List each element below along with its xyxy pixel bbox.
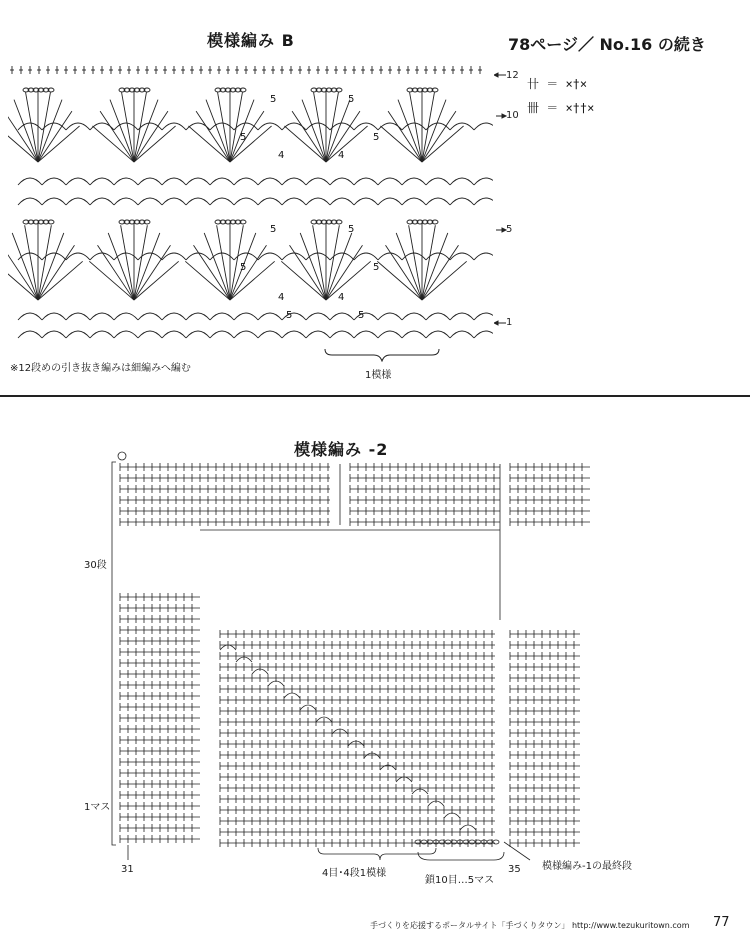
pattern-b-symbols [8, 66, 493, 338]
chain-arch [354, 253, 378, 260]
fan-stitch [25, 225, 38, 300]
chain-arch [66, 123, 90, 130]
chain-arch [18, 313, 42, 320]
chain-arch [474, 198, 493, 205]
symbol-legend [527, 72, 594, 120]
chain-arch [210, 331, 234, 338]
pattern-b-note: ※12段めの引き抜き編みは細編みへ編む [10, 363, 191, 374]
fan-count-label: 4 [338, 292, 345, 303]
chain-arch [474, 178, 493, 185]
pattern-b-repeat-label: 1模様 [365, 370, 392, 381]
chain-arch [18, 198, 42, 205]
chain-arch [378, 198, 402, 205]
fan-count-label: 4 [278, 292, 285, 303]
chain-arch [138, 313, 162, 320]
fan-stitch [217, 225, 230, 300]
fan-stitch [410, 92, 422, 162]
chain-arch [378, 253, 402, 260]
chain-arch [162, 123, 186, 130]
chain-arch [42, 313, 66, 320]
continuation-note: 78ページ／ No.16 の続き [508, 35, 706, 54]
chain-arch [114, 178, 138, 185]
chain-arch [186, 178, 210, 185]
chain-arch [42, 178, 66, 185]
chain-arch [402, 331, 426, 338]
fan-count-label: 5 [373, 262, 380, 273]
chain-arch [258, 198, 282, 205]
fan-count-label: 5 [240, 132, 247, 143]
pattern-2-title: 模様編み -2 [294, 440, 389, 459]
chain-arch [162, 253, 186, 260]
chain-arch [186, 331, 210, 338]
chain-arch [66, 253, 90, 260]
chain-arch [234, 313, 258, 320]
end-row-label: 35 [508, 864, 521, 875]
chain-arch [66, 313, 90, 320]
chain-arch [282, 331, 306, 338]
fan-count-label: 5 [373, 132, 380, 143]
fan-count-label: 5 [348, 94, 355, 105]
chain-arch [378, 123, 402, 130]
chain-arch [162, 313, 186, 320]
chain-arch [402, 313, 426, 320]
fan-stitch [38, 225, 51, 300]
chain-arch [66, 331, 90, 338]
chain-arch [186, 123, 210, 130]
chain-arch [66, 198, 90, 205]
fan-stitch [26, 92, 38, 162]
chain-arch [258, 123, 282, 130]
chain-arch [210, 313, 234, 320]
row-label-1: 1 [506, 317, 513, 328]
chain-arch [234, 198, 258, 205]
chain-arch [330, 331, 354, 338]
chain-arch [234, 123, 258, 130]
chain-arch [114, 331, 138, 338]
chain-arch [258, 313, 282, 320]
chain-arch [450, 198, 474, 205]
chain-arch [450, 313, 474, 320]
chain-arch [474, 331, 493, 338]
last-row-label: 模様編み-1の最終段 [542, 861, 632, 872]
chain-arch [330, 313, 354, 320]
chain-arch [402, 178, 426, 185]
chain-arch [162, 198, 186, 205]
page-number: 77 [713, 915, 730, 930]
chain-arch [90, 313, 114, 320]
chain-arch [234, 178, 258, 185]
chain-arch [450, 253, 474, 260]
fan-stitch [313, 225, 326, 300]
fan-stitch [8, 126, 38, 162]
chain-arch [90, 123, 114, 130]
pattern-2-chart [100, 450, 600, 865]
repeat-label-2: 4目･4段1模様 [322, 868, 387, 879]
chain-arch [258, 331, 282, 338]
chain-arch [354, 178, 378, 185]
fan-count-label: 5 [240, 262, 247, 273]
fan-stitch [314, 92, 326, 162]
chain-arch [18, 331, 42, 338]
fan-count-label: 5 [348, 224, 355, 235]
fan-count-label: 5 [270, 94, 277, 105]
row-label-12: 12 [506, 70, 519, 81]
chain-arch [138, 123, 162, 130]
chain-arch [282, 253, 306, 260]
chain-label: 鎖10目…5マス [425, 875, 495, 886]
chain-arch [330, 178, 354, 185]
chain-arch [186, 313, 210, 320]
legend-item-4: 卌 ＝ ×††× [527, 101, 595, 115]
chain-arch [138, 198, 162, 205]
chain-arch [378, 331, 402, 338]
chain-arch [330, 198, 354, 205]
base-chain [493, 840, 499, 844]
chain-arch [114, 313, 138, 320]
footer-text: 手づくりを応援するポータルサイト「手づくりタウン」 http://www.tezukuritown.com [370, 921, 690, 930]
chain-arch [306, 331, 330, 338]
row-label-5: 5 [506, 224, 513, 235]
pattern-b-title: 模様編み B [207, 31, 295, 50]
chain-arch [378, 313, 402, 320]
start-marker [118, 452, 126, 460]
chain-arch [90, 198, 114, 205]
chain-arch [138, 178, 162, 185]
chain-arch [186, 253, 210, 260]
fan-stitch [218, 92, 230, 162]
chain-arch [426, 123, 450, 130]
chain-bracket [418, 852, 504, 860]
chain-arch [354, 331, 378, 338]
chain-arch [378, 178, 402, 185]
chain-arch [354, 198, 378, 205]
rows-bracket [112, 462, 116, 845]
chain-arch [306, 198, 330, 205]
chain-arch [90, 331, 114, 338]
chain-arch [90, 253, 114, 260]
chain-arch [450, 123, 474, 130]
rows-label: 30段 [84, 560, 107, 571]
chain-arch [162, 331, 186, 338]
chain-arch [426, 198, 450, 205]
chain-arch [66, 178, 90, 185]
chain-arch [450, 178, 474, 185]
chain-arch [474, 123, 493, 130]
chain-arch [354, 123, 378, 130]
chain-arch [282, 178, 306, 185]
chain-arch [114, 198, 138, 205]
chain-arch [42, 198, 66, 205]
chain-arch [258, 178, 282, 185]
chain-arch [234, 331, 258, 338]
chain-arch [210, 198, 234, 205]
chain-arch [450, 331, 474, 338]
fan-stitch [422, 225, 435, 300]
pattern-b-chart [8, 62, 493, 344]
fan-stitch [121, 225, 134, 300]
chain-arch [282, 198, 306, 205]
chain-arch [162, 178, 186, 185]
chain-arch [18, 178, 42, 185]
fan-stitch [409, 225, 422, 300]
chain-arch [330, 123, 354, 130]
fan-count-label: 5 [358, 310, 365, 321]
chain-arch [90, 178, 114, 185]
fan-stitch [326, 225, 339, 300]
chain-arch [210, 178, 234, 185]
section-divider [0, 395, 750, 397]
chain-arch [138, 331, 162, 338]
repeat-bracket-b [324, 348, 440, 362]
base-chain [469, 840, 475, 844]
fan-count-label: 4 [338, 150, 345, 161]
fan-stitch [8, 261, 38, 300]
fan-stitch [134, 225, 147, 300]
fan-count-label: 5 [270, 224, 277, 235]
chain-arch [426, 178, 450, 185]
row-arrows [494, 70, 508, 330]
chain-arch [186, 198, 210, 205]
masu-label: 1マス [84, 802, 111, 813]
base-chain [421, 840, 427, 844]
chain-arch [426, 331, 450, 338]
chain-arch [474, 313, 493, 320]
chain-arch [426, 313, 450, 320]
chain-arch [306, 178, 330, 185]
fan-count-label: 4 [278, 150, 285, 161]
legend-item-3: 卄 ＝ ×†× [527, 77, 588, 91]
fan-count-label: 5 [286, 310, 293, 321]
chain-arch [306, 313, 330, 320]
chain-arch [474, 253, 493, 260]
chain-arch [402, 198, 426, 205]
start-row-label: 31 [121, 864, 134, 875]
base-chain [445, 840, 451, 844]
chain-arch [42, 123, 66, 130]
chain-arch [42, 331, 66, 338]
fan-stitch [122, 92, 134, 162]
pattern-2-symbols [112, 452, 590, 860]
row-label-10: 10 [506, 110, 519, 121]
chain-arch [282, 123, 306, 130]
chain-arch [258, 253, 282, 260]
